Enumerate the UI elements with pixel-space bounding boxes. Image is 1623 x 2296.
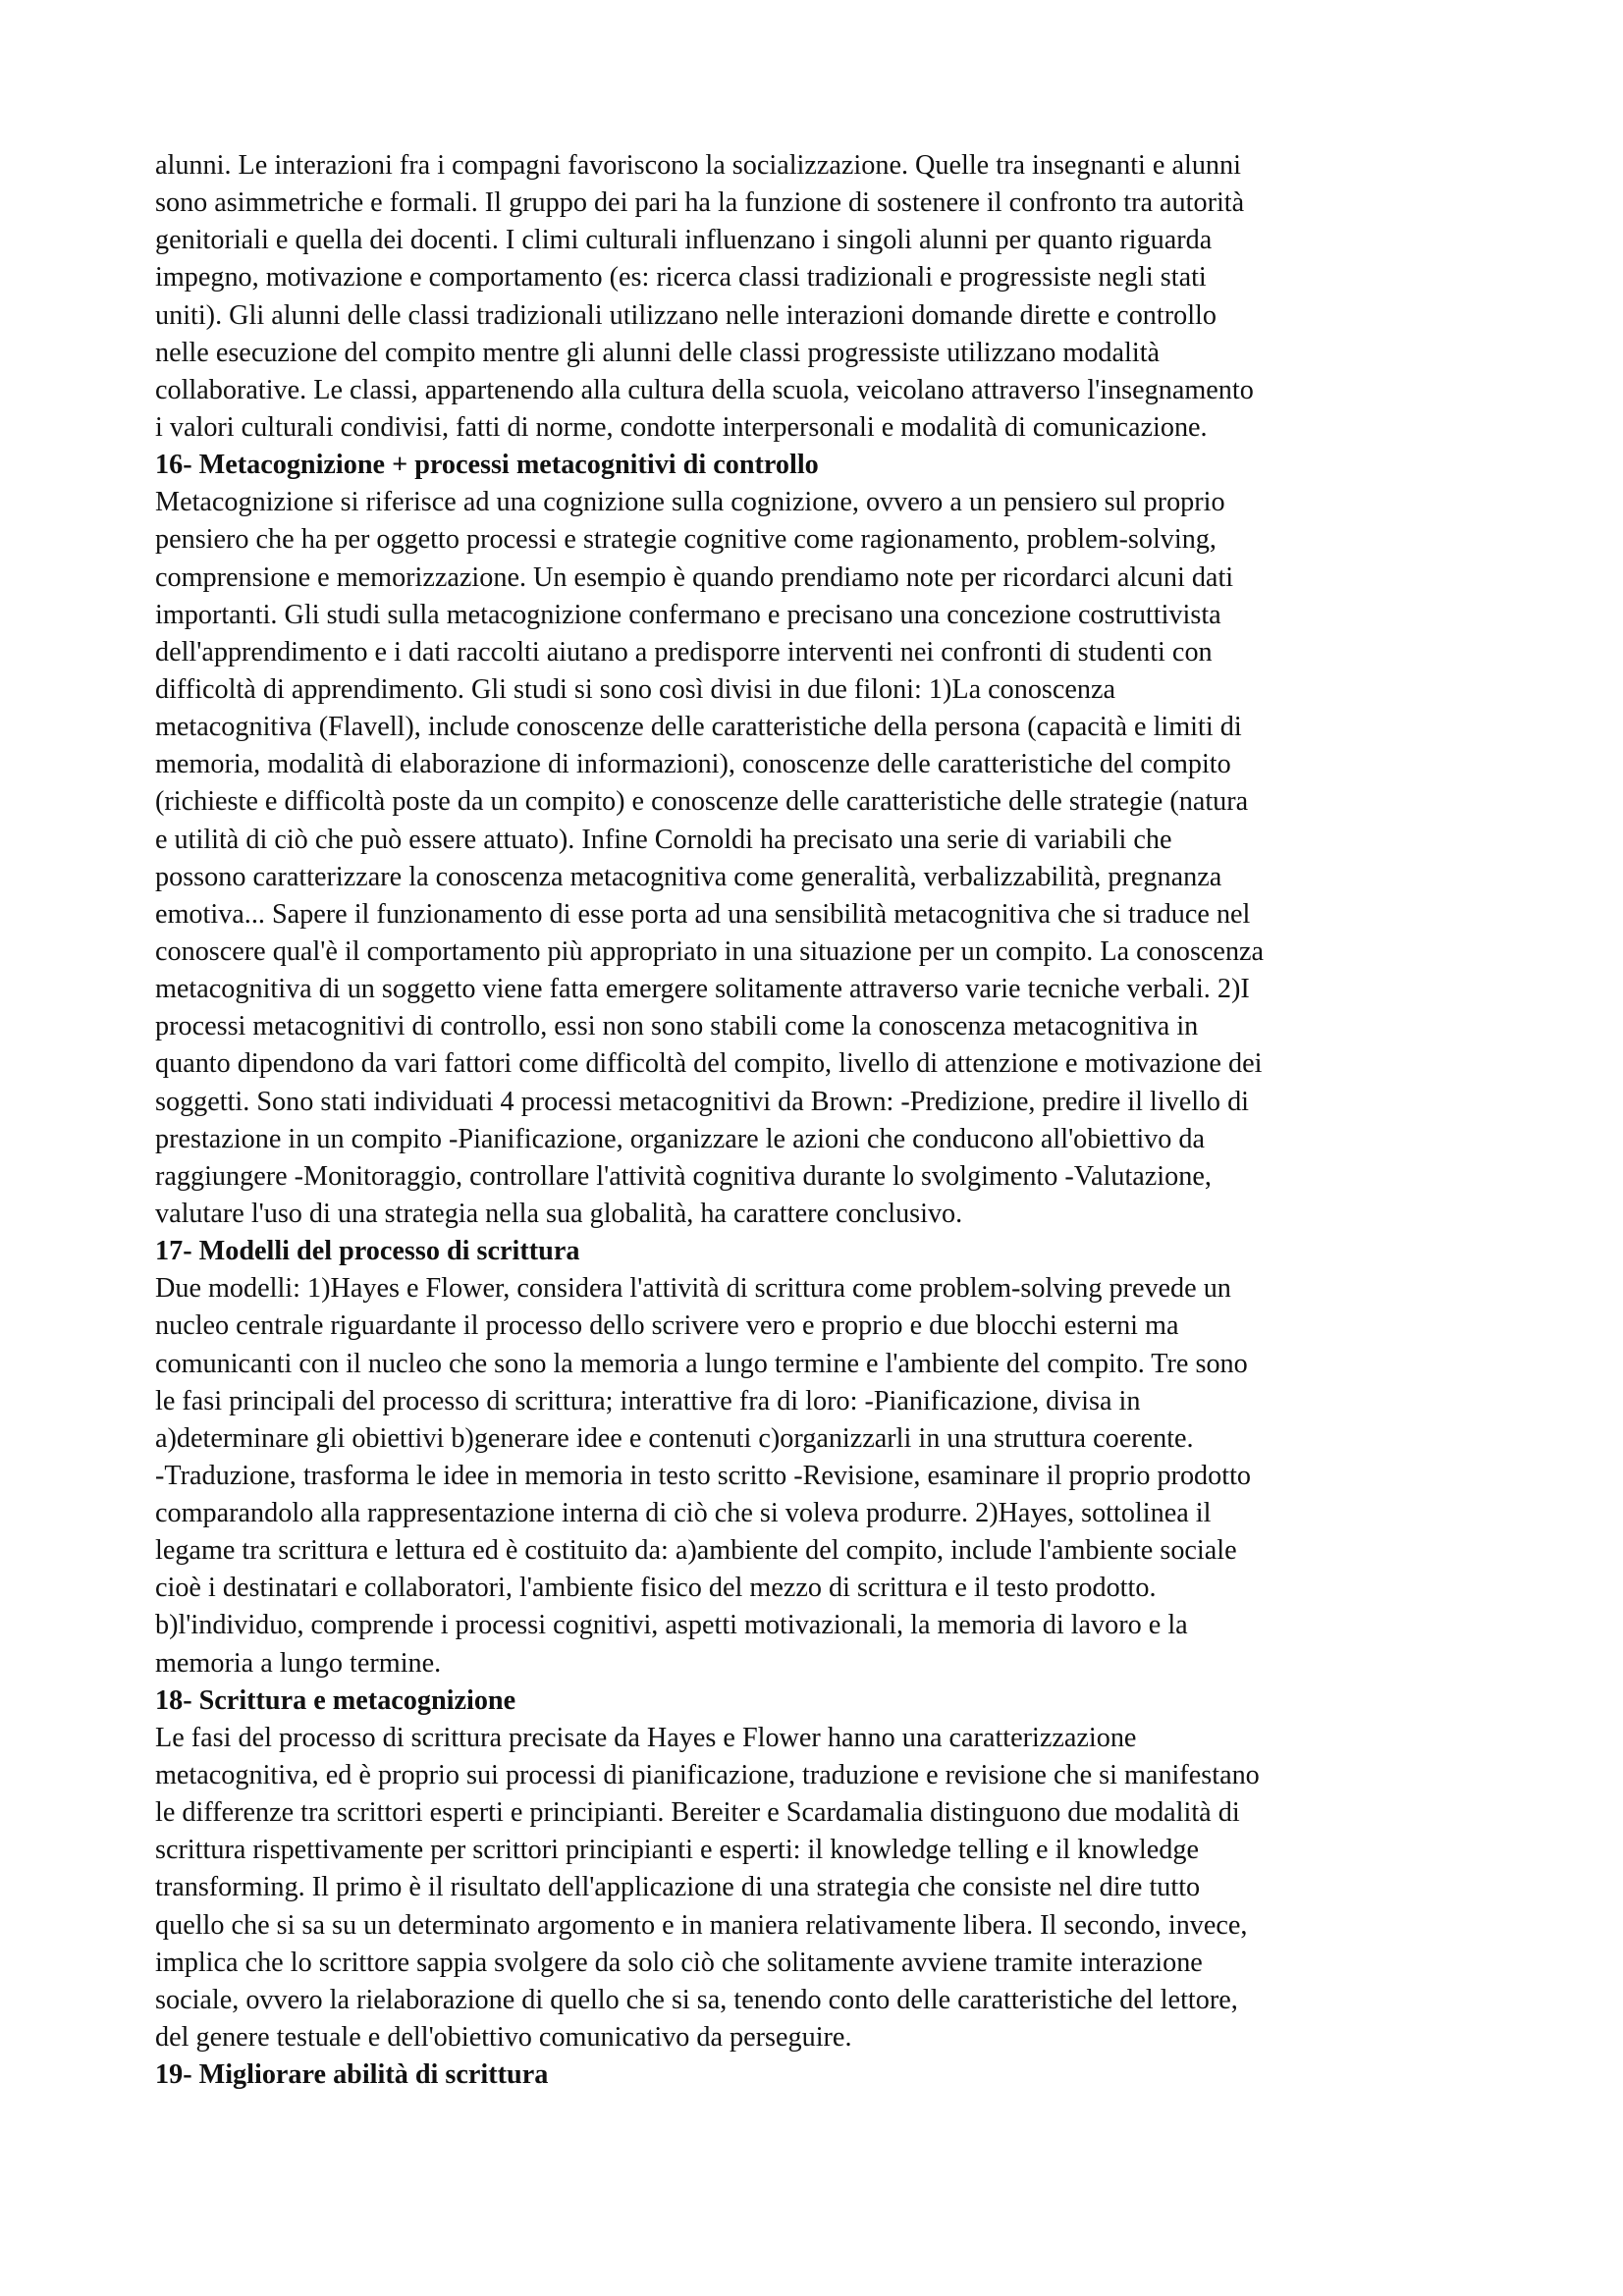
text-line: prestazione in un compito -Pianificazione, organizzare le azioni che conducono all'obiettivo da (155, 1123, 1206, 1154)
text-line: scrittura rispettivamente per scrittori principianti e esperti: il knowledge telling e il knowledge (155, 1835, 1199, 1866)
text-line: memoria a lungo termine. (155, 1647, 442, 1679)
text-line: i valori culturali condivisi, fatti di norme, condotte interpersonali e modalità di comunicazione. (155, 411, 1208, 443)
text-line: possono caratterizzare la conoscenza metacognitiva come generalità, verbalizzabilità, pregnanza (155, 861, 1222, 892)
text-line: comprensione e memorizzazione. Un esempio è quando prendiamo note per ricordarci alcuni dati (155, 561, 1234, 593)
text-line: quanto dipendono da vari fattori come difficoltà del compito, livello di attenzione e motivazione dei (155, 1048, 1263, 1080)
text-line: raggiungere -Monitoraggio, controllare l'attività cognitiva durante lo svolgimento -Valutazione, (155, 1160, 1212, 1192)
text-line: comunicanti con il nucleo che sono la memoria a lungo termine e l'ambiente del compito. Tre sono (155, 1348, 1248, 1379)
text-line: emotiva... Sapere il funzionamento di esse porta ad una sensibilità metacognitiva che si traduce nel (155, 898, 1251, 930)
text-line: dell'apprendimento e i dati raccolti aiutano a predisporre interventi nei confronti di studenti con (155, 636, 1213, 667)
text-line: pensiero che ha per oggetto processi e strategie cognitive come ragionamento, problem-solving, (155, 524, 1217, 556)
text-line: legame tra scrittura e lettura ed è costituito da: a)ambiente del compito, include l'ambiente sociale (155, 1535, 1237, 1567)
text-line: nucleo centrale riguardante il processo dello scrivere vero e proprio e due blocchi esterni ma (155, 1310, 1179, 1342)
text-line: a)determinare gli obiettivi b)generare idee e contenuti c)organizzarli in una struttura coerente. (155, 1422, 1194, 1454)
text-line: soggetti. Sono stati individuati 4 processi metacognitivi da Brown: -Predizione, predire il livello di (155, 1086, 1249, 1117)
text-line: processi metacognitivi di controllo, essi non sono stabili come la conoscenza metacognitiva in (155, 1011, 1199, 1042)
text-line: e utilità di ciò che può essere attuato). Infine Cornoldi ha precisato una serie di variabili che (155, 824, 1172, 855)
text-line: Due modelli: 1)Hayes e Flower, considera l'attività di scrittura come problem-solving prevede un (155, 1273, 1231, 1305)
text-line: sociale, ovvero la rielaborazione di quello che si sa, tenendo conto delle caratteristiche del lettore, (155, 1984, 1238, 2015)
text-line: implica che lo scrittore sappia svolgere da solo ciò che solitamente avviene tramite interazione (155, 1947, 1203, 1978)
text-line: valutare l'uso di una strategia nella sua globalità, ha carattere conclusivo. (155, 1198, 963, 1229)
text-line: genitoriali e quella dei docenti. I climi culturali influenzano i singoli alunni per quanto riguarda (155, 225, 1213, 256)
text-line: memoria, modalità di elaborazione di informazioni), conoscenze delle caratteristiche del compito (155, 749, 1231, 780)
text-line: metacognitiva (Flavell), include conoscenze delle caratteristiche della persona (capacità e limiti di (155, 712, 1242, 743)
section-heading: 16- Metacognizione + processi metacognitivi di controllo (155, 450, 819, 481)
text-line: collaborative. Le classi, appartenendo alla cultura della scuola, veicolano attraverso l'insegnamento (155, 374, 1254, 405)
intro-paragraph (155, 147, 1481, 447)
text-line: sono asimmetriche e formali. Il gruppo dei pari ha la funzione di sostenere il confronto tra autorità (155, 187, 1245, 219)
text-line: uniti). Gli alunni delle classi tradizionali utilizzano nelle interazioni domande dirette e controllo (155, 299, 1217, 331)
text-line: le differenze tra scrittori esperti e principianti. Bereiter e Scardamalia distinguono due modalità di (155, 1797, 1240, 1829)
text-line: nelle esecuzione del compito mentre gli alunni delle classi progressiste utilizzano modalità (155, 337, 1161, 368)
text-line: Le fasi del processo di scrittura precisate da Hayes e Flower hanno una caratterizzazione (155, 1722, 1137, 1753)
section-16 (155, 447, 1481, 1233)
text-line: alunni. Le interazioni fra i compagni favoriscono la socializzazione. Quelle tra insegnanti e alunni (155, 150, 1241, 181)
text-line: difficoltà di apprendimento. Gli studi si sono così divisi in due filoni: 1)La conoscenza (155, 673, 1116, 705)
text-line: importanti. Gli studi sulla metacognizione confermano e precisano una concezione costruttivista (155, 599, 1221, 630)
section-heading: 17- Modelli del processo di scrittura (155, 1236, 580, 1267)
text-line: cioè i destinatari e collaboratori, l'ambiente fisico del mezzo di scrittura e il testo prodotto. (155, 1573, 1157, 1604)
text-line: transforming. Il primo è il risultato dell'applicazione di una strategia che consiste nel dire tutto (155, 1872, 1201, 1903)
text-line: metacognitiva, ed è proprio sui processi di pianificazione, traduzione e revisione che si manifestano (155, 1760, 1260, 1791)
text-line: comparandolo alla rappresentazione interna di ciò che si voleva produrre. 2)Hayes, sottolinea il (155, 1498, 1212, 1529)
section-heading: 18- Scrittura e metacognizione (155, 1684, 516, 1716)
text-line: conoscere qual'è il comportamento più appropriato in una situazione per un compito. La conoscenza (155, 935, 1265, 967)
section-17 (155, 1233, 1481, 1682)
section-18 (155, 1682, 1481, 2056)
document-page (155, 147, 1481, 2094)
text-line: -Traduzione, trasforma le idee in memoria in testo scritto -Revisione, esaminare il proprio prodotto (155, 1460, 1251, 1491)
text-line: (richieste e difficoltà poste da un compito) e conoscenze delle caratteristiche delle strategie (natura (155, 786, 1249, 818)
text-line: impegno, motivazione e comportamento (es: ricerca classi tradizionali e progressiste negli stati (155, 262, 1207, 294)
section-19 (155, 2056, 1481, 2094)
text-line: le fasi principali del processo di scrittura; interattive fra di loro: -Pianificazione, divisa in (155, 1385, 1141, 1416)
text-line: quello che si sa su un determinato argomento e in maniera relativamente libera. Il secondo, invece, (155, 1909, 1248, 1941)
text-line: Metacognizione si riferisce ad una cognizione sulla cognizione, ovvero a un pensiero sul proprio (155, 487, 1225, 518)
section-heading: 19- Migliorare abilità di scrittura (155, 2059, 549, 2091)
text-line: del genere testuale e dell'obiettivo comunicativo da perseguire. (155, 2022, 852, 2054)
text-line: metacognitiva di un soggetto viene fatta emergere solitamente attraverso varie tecniche verbali. 2)I (155, 974, 1250, 1005)
text-line: b)l'individuo, comprende i processi cognitivi, aspetti motivazionali, la memoria di lavoro e la (155, 1610, 1188, 1641)
